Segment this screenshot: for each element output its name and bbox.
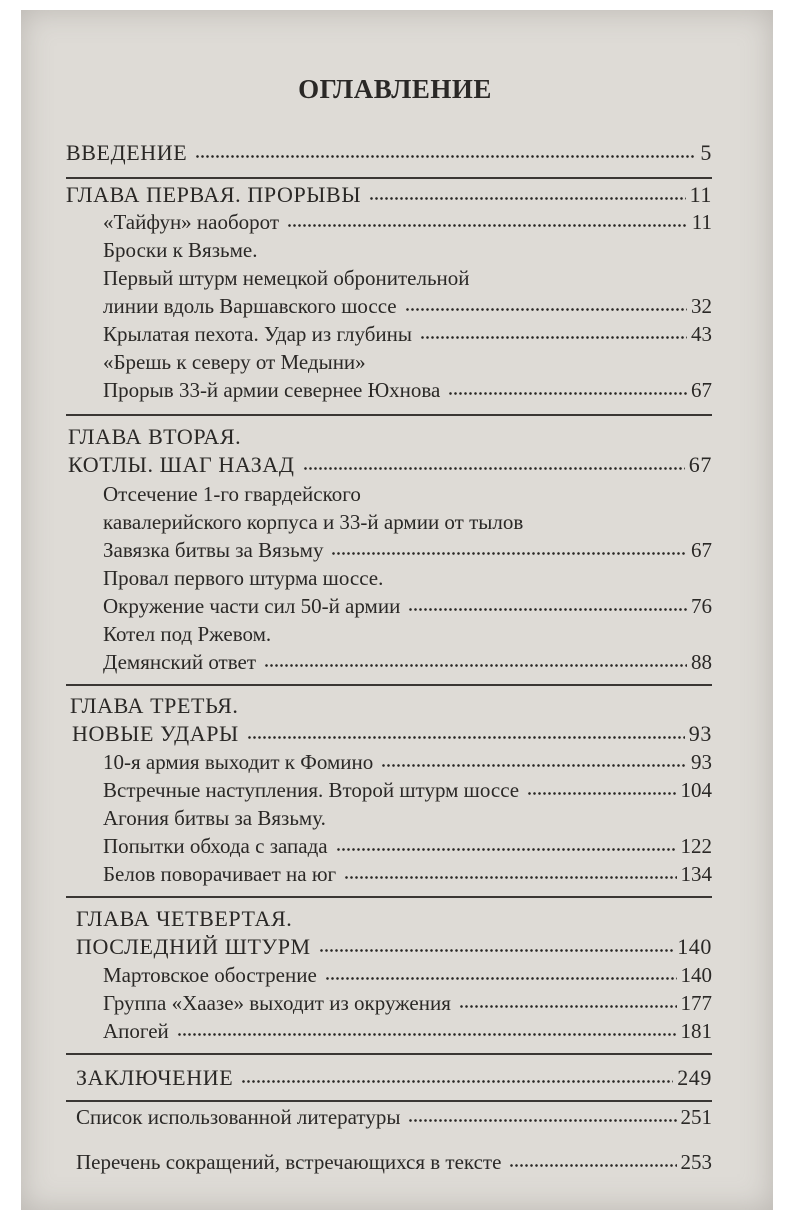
leader-dots — [459, 1004, 677, 1009]
toc-label: ГЛАВА ВТОРАЯ. — [68, 424, 242, 449]
toc-label: ГЛАВА ПЕРВАЯ. ПРОРЫВЫ — [66, 182, 362, 207]
toc-subentry[interactable] — [103, 378, 712, 406]
toc-subentry[interactable] — [103, 350, 712, 378]
toc-label: ГЛАВА ТРЕТЬЯ. — [70, 693, 239, 718]
toc-entry-chapter-1[interactable] — [66, 182, 712, 210]
toc-entry-abbreviations[interactable] — [76, 1150, 712, 1178]
toc-page: 177 — [680, 991, 712, 1015]
toc-page: 32 — [691, 294, 712, 318]
leader-dots — [344, 875, 676, 880]
toc-page: 140 — [677, 934, 712, 959]
toc-label: Провал первого штурма шоссе. — [103, 566, 384, 590]
toc-page: 249 — [677, 1065, 712, 1090]
toc-label: Группа «Хаазе» выходит из окружения — [103, 991, 451, 1015]
toc-subentry[interactable] — [103, 963, 712, 991]
toc-label: «Брешь к северу от Медыни» — [103, 350, 366, 374]
toc-label: Броски к Вязьме. — [103, 238, 258, 262]
leader-dots — [527, 791, 676, 796]
toc-subentry[interactable] — [103, 834, 712, 862]
leader-dots — [264, 663, 687, 668]
toc-entry-chapter-3[interactable] — [70, 693, 712, 721]
leader-dots — [303, 466, 685, 471]
toc-subentry[interactable] — [103, 1019, 712, 1047]
toc-page: 67 — [691, 378, 712, 402]
leader-dots — [408, 1118, 676, 1123]
toc-label: кавалерийского корпуса и 33-й армии от тылов — [103, 510, 524, 534]
divider — [66, 684, 712, 686]
toc-label: Завязка битвы за Вязьму — [103, 538, 324, 562]
leader-dots — [509, 1163, 676, 1168]
toc-page: 104 — [680, 778, 712, 802]
toc-page: 134 — [680, 862, 712, 886]
toc-label: НОВЫЕ УДАРЫ — [72, 721, 239, 746]
toc-label: Котел под Ржевом. — [103, 622, 272, 646]
divider — [66, 177, 712, 179]
toc-subentry[interactable] — [103, 294, 712, 322]
toc-page: 140 — [680, 963, 712, 987]
toc-page: 5 — [700, 140, 712, 165]
toc-label: 10-я армия выходит к Фомино — [103, 750, 374, 774]
leader-dots — [331, 551, 687, 556]
toc-subentry[interactable] — [103, 862, 712, 890]
toc-subentry[interactable] — [103, 806, 712, 834]
leader-dots — [408, 607, 687, 612]
toc-label: Апогей — [103, 1019, 169, 1043]
toc-label: ПОСЛЕДНИЙ ШТУРМ — [76, 934, 311, 959]
toc-page: 93 — [691, 750, 712, 774]
leader-dots — [420, 335, 687, 340]
toc-page: 251 — [680, 1105, 712, 1129]
divider — [66, 414, 712, 416]
toc-subentry[interactable] — [103, 322, 712, 350]
toc-page: 67 — [688, 452, 712, 477]
toc-label: Мартовское обострение — [103, 963, 317, 987]
toc-label: Демянский ответ — [103, 650, 257, 674]
toc-page: 67 — [691, 538, 712, 562]
toc-label: Перечень сокращений, встречающихся в тексте — [76, 1150, 502, 1174]
toc-entry-chapter-2[interactable] — [68, 424, 712, 452]
toc-subentry[interactable] — [103, 538, 712, 566]
toc-subentry[interactable] — [103, 778, 712, 806]
toc-page: 11 — [691, 210, 712, 234]
toc-entry-chapter-4-title[interactable] — [76, 934, 712, 962]
toc-label: Прорыв 33-й армии севернее Юхнова — [103, 378, 441, 402]
leader-dots — [319, 948, 673, 953]
toc-subentry[interactable] — [103, 510, 712, 538]
leader-dots — [369, 196, 685, 201]
toc-label: Первый штурм немецкой обронительной — [103, 266, 470, 290]
leader-dots — [241, 1079, 673, 1084]
toc-label: Окружение части сил 50-й армии — [103, 594, 401, 618]
leader-dots — [336, 847, 677, 852]
toc-entry-references[interactable] — [76, 1105, 712, 1133]
toc-label: Список использованной литературы — [76, 1105, 401, 1129]
divider — [66, 896, 712, 898]
leader-dots — [195, 154, 696, 159]
leader-dots — [405, 307, 687, 312]
toc-page: 43 — [691, 322, 712, 346]
toc-subentry[interactable] — [103, 566, 712, 594]
leader-dots — [247, 735, 685, 740]
toc-label: Белов поворачивает на юг — [103, 862, 337, 886]
leader-dots — [325, 976, 677, 981]
toc-subentry[interactable] — [103, 482, 712, 510]
toc-label: линии вдоль Варшавского шоссе — [103, 294, 397, 318]
page-title: ОГЛАВЛЕНИЕ — [298, 74, 492, 104]
toc-label: Попытки обхода с запада — [103, 834, 328, 858]
toc-label: ВВЕДЕНИЕ — [66, 140, 188, 165]
toc-label: Агония битвы за Вязьму. — [103, 806, 326, 830]
toc-label: Встречные наступления. Второй штурм шоссе — [103, 778, 520, 802]
leader-dots — [177, 1032, 677, 1037]
toc-entry-intro[interactable] — [66, 140, 712, 168]
toc-label: Отсечение 1-го гвардейского — [103, 482, 361, 506]
toc-label: КОТЛЫ. ШАГ НАЗАД — [68, 452, 295, 477]
divider — [66, 1053, 712, 1055]
toc-page: 11 — [689, 182, 712, 207]
toc-subentry[interactable] — [103, 650, 712, 678]
toc-subentry[interactable] — [103, 238, 712, 266]
toc-entry-chapter-2-title[interactable] — [68, 452, 712, 480]
toc-page: 181 — [680, 1019, 712, 1043]
toc-page: 122 — [680, 834, 712, 858]
toc-page: 93 — [688, 721, 712, 746]
toc-page: 88 — [691, 650, 712, 674]
toc-label: Крылатая пехота. Удар из глубины — [103, 322, 412, 346]
toc-subentry[interactable] — [103, 210, 712, 238]
toc-page: 253 — [680, 1150, 712, 1174]
toc-page: 76 — [691, 594, 712, 618]
toc-subentry[interactable] — [103, 594, 712, 622]
leader-dots — [381, 763, 687, 768]
toc-label: «Тайфун» наоборот — [103, 210, 280, 234]
toc-entry-chapter-3-title[interactable] — [72, 721, 712, 749]
toc-subentry[interactable] — [103, 622, 712, 650]
toc-subentry[interactable] — [103, 750, 712, 778]
toc-label: ГЛАВА ЧЕТВЕРТАЯ. — [76, 906, 293, 931]
toc-label: ЗАКЛЮЧЕНИЕ — [76, 1065, 234, 1090]
toc-entry-chapter-4[interactable] — [76, 906, 712, 934]
leader-dots — [448, 391, 687, 396]
toc-entry-conclusion[interactable] — [76, 1065, 712, 1093]
toc-subentry[interactable] — [103, 991, 712, 1019]
toc-subentry[interactable] — [103, 266, 712, 294]
leader-dots — [287, 223, 688, 228]
divider — [66, 1100, 712, 1102]
